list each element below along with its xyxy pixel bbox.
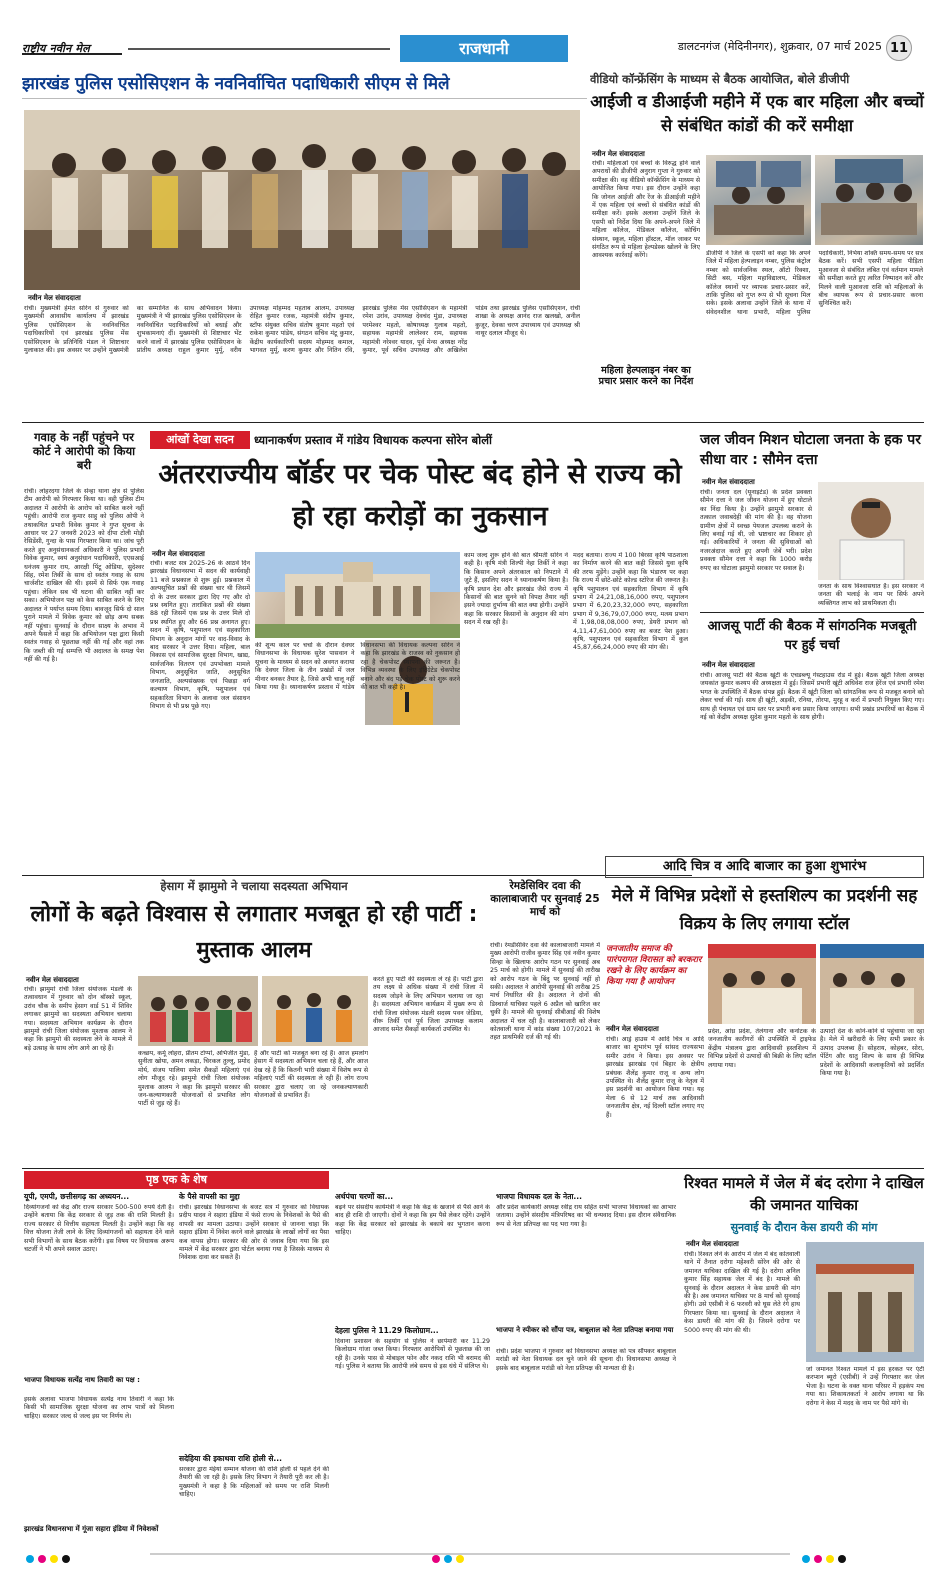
divider-3 (22, 1168, 924, 1169)
story9-photo-left (708, 944, 816, 1024)
story2-subbody: डीजीपी ने जिले के एसपी को कहा कि अपने जिले में महिला हेल्पलाइन नम्बर, पुलिस कंट्रोल नम्बर को सार्वजनिक स्थल, ऑटो रिक्शा, सिटी बस, महिला महाविद्यालय, मेडिकल कॉलेज स्थानों पर व्यापक प्रचार-प्रसार करें, ताकि पुलिस को गुप्त रूप से भी सूचना मिल सके। इसके अलावा उन्होंने जिले के थाना में संवेदनशील थाना प्रभारी, महिला पुलिस पदाधिकारी, निर्भया शक्ति समय-समय पर सत्र बैठक करें। सभी एसपी महिला पीड़िता मुआवजा से संबंधित लंबित एवं वर्तमान मामले की समीक्षा करते हुए त्वरित निष्पादन करें और मिलने वाली मुआवजा राशि को महिलाओं के बीच व्यापक रूप से प्रचार-प्रसार करना सुनिश्चित करें। (706, 250, 923, 316)
story7-byline: नवीन मेल संवाददाता (26, 976, 79, 984)
story7-photo-right (262, 976, 368, 1046)
story9-banner: आदि चित्र व आदि बाजार का हुआ शुभारंभ (605, 856, 924, 878)
story2-photo-right (815, 155, 923, 245)
header-rule-left (128, 48, 390, 50)
story1-byline: नवीन मेल संवाददाता (28, 294, 81, 302)
story2-photo-left (706, 155, 811, 245)
story10-caption: जो जमानत रिश्वत मामले में इस हरकत पर एंटी करप्शन ब्यूरो (एसीबी) ने उन्हें गिरफ्तार कर जेल भेजा है। घटना के वक्त थाना परिसर में हड़कंप मच गया था। शिकायतकर्ता ने आरोप लगाया था कि दरोगा ने केस में मदद के नाम पर पैसे मांगे थे। (806, 1366, 924, 1407)
story5-headline: जल जीवन मिशन घोटाला जनता के हक पर सीधा वार : सौमेन दत्ता (700, 432, 921, 468)
story7-body-1: रांची। झामुमो रांची जिला संयोजक मंडली के तत्वावधान में गुरुवार को दोन बॉस्को स्कूल, उरांव चौक के समीप हेसाग वार्ड 51 में शिविर लगाकर झामुमो का सदस्यता अभियान चलाया गया। सदस्यता अभियान कार्यक्रम के दौरान झामुमो रांची जिला संयोजक मुश्ताक आलम ने कहा कि झामुमो की सदस्यता लेने के मामले में बड़े उत्साह के साथ लोग आगे आ रहे हैं। (24, 986, 132, 1052)
cont-col1-body2: इसके अलावा भाजपा विधायक सत्येंद्र नाथ तिवारी ने कहा कि किसी भी सामाजिक सुरक्षा योजना का लाभ पात्रों को मिलना चाहिए। सरकार जल्द से जल्द इस पर निर्णय ले। (24, 1396, 174, 1420)
story10-body: रांची। रिश्वत लेने के आरोप में जेल में बंद कोतवाली थाने में तैनात दरोगा महेश्वरी सोरेन की ओर से जमानत याचिका दाखिल की गई है। दरोगा अनिल कुमार सिंह सहायक जेल में बंद है। मामले की सुनवाई के दौरान अदालत ने केस डायरी की मांग की है। अब जमानत याचिका पर 8 मार्च को सुनवाई होगी। उसे एसीबी ने 6 फरवरी को घूस लेते रंगे हाथ गिरफ्तार किया था। सुनवाई के दौरान अदालत ने केस डायरी की मांग की है। जिसने दरोगा पर 5000 रुपए की मांग की थी। (684, 1251, 800, 1334)
story10-byline: नवीन मेल संवाददाता (686, 1240, 739, 1248)
section-label: राजधानी (400, 35, 568, 62)
story6-headline: आजसू पार्टी की बैठक में सांगठनिक मजबूती पर हुई चर्चा (707, 619, 917, 653)
story10-photo (806, 1242, 924, 1362)
story7-body-2: कच्छप, कर्मू लोहरा, प्रीतम टोप्पो, अभिजीत मुंडा, सुनीता खोया, अमन लकड़ा, चिरकल तुल्लू, प्रमोद मोर्य, संजय पालिया समेत सैकड़ों महिलाएं एवं लोग मौजूद रहे। झामुमो रांची जिला संयोजक मुश्ताक आलम ने कहा कि झामुमो सरकार की जन-कल्याणकारी योजनाओं से प्रभावित लोग पार्टी से जुड़ रहे हैं। (138, 1050, 250, 1108)
story10-kicker: सुनवाई के दौरान केस डायरी की मांग (730, 1221, 878, 1234)
story7-headline: लोगों के बढ़ते विश्वास से लगातार मजबूत हो रही पार्टी : मुस्ताक आलम (30, 902, 478, 963)
masthead-text: राष्ट्रीय नवीन मेल (22, 42, 90, 55)
registration-marks-right (800, 1548, 920, 1560)
story2-byline: नवीन मेल संवाददाता (592, 150, 645, 158)
story3-body: रांची। लोहरदगा जिले के सेन्हा थाना क्षेत्र से पुलिस टीम आरोपी को गिरफ्तार किया था। वही पुलिस टीम अदालत में आरोपी के आरोप को साबित करने नहीं पहुंची। आरोपी राज कुमार साहु को पुलिस ओपी ने तथाकथित प्रभारी विवेक कुमार ने गुप्त सूचना के आधार पर 27 जनवरी 2023 को दीपा टोली मोड़ी रेसिडेंसी, गुन्दा के पास गिरफ्तार किया था। जांच पूरी करते हुए अनुसंधानकर्ता अधिकारी ने पुलिस प्रभारी विवेक कुमार, स्वयं अनुसंधान पदाधिकारी, एएसआई धनंजय कुमार राय, आरक्षी पिंटू ओडिया, सुदेश्वर सिंह, रमेश तिर्की के साथ दो स्वतंत्र गवाह के साथ चार्जशीट दाखिल की थी। इसमें से सिर्फ एक गवाह पहुंचा। लेकिन सब भी घटना की साबित नहीं कर सका। अभियोजन पक्ष को केस साबित करने के लिए अदालत ने पर्याप्त समय दिया। बावजूद सिर्फ दो साल पुराने मामले में विवेक कुमार को छोड़ अन्य सबक नहीं पहुंचा। सुनवाई के दौरान साक्ष्य के अभाव में अपने फैसले में कहा कि अभियोजन पक्ष द्वारा किसी स्वतंत्र गवाह से पूछताछ नहीं की गई और वहां तक कि जब्ती की गई सम्पत्ति भी अदालत के समक्ष पेश नहीं की गई है। (24, 488, 144, 664)
story7-kicker: हेसाग में झामुमो ने चलाया सदस्यता अभियान (160, 879, 348, 893)
cont-col2-head2: सदेहिया की इकाथवा राशि होली से... (179, 1454, 282, 1463)
cont-col3-head2: देहला पुलिस ने 11.29 किलोग्राम... (335, 1326, 439, 1335)
story8-body: रांची। रेमडेसिविर दवा की कालाबाजारी मामले में मुख्य आरोपी राजीव कुमार सिंह एवं नवीन कुमार सिन्हा के खिलाफ आरोप गठन पर सुनवाई अब 25 मार्च को होगी। मामले में सुनवाई की तारीख को आरोप गठन के बिंदु पर सुनवाई नहीं हो सकी। अदालत ने आरोपी सुनवाई की तारीख 25 मार्च निर्धारित की है। अदालत ने दोनों की डिस्चार्ज याचिका पहले 6 अप्रैल को खारिज कर चुकी है। मामले की सुनवाई सीबीआई की विशेष अदालत में चल रही है। कालाबाजारी को लेकर कोतवाली थाना में कांड संख्या 107/2021 के तहत प्राथमिकी दर्ज की गई थी। (490, 942, 600, 1042)
story2-headline: आईजी व डीआईजी महीने में एक बार महिला और बच्चों से संबंधित कांडों की करें समीक्षा (590, 92, 924, 135)
cont-col1-head3: झारखंड विधानसभा में गूंजा सहारा इंडिया में निवेशकों (24, 1525, 159, 1533)
story6-body: रांची। आजसू पार्टी की बैठक खूंटी के एचडब्ल्यू गेस्टहाउस रोड में हुई। बैठक खूंटी जिला अध्यक्ष जयकांत कुमार कश्यप की अध्यक्षता में हुई। जिसमें प्रभारी खूंटी अधिवेश राज हेरेंज एवं प्रभारी रमेश भगत के उपस्थिति में बैठक संपन्न हुई। बैठक में खूंटी जिला को सांगठनिक रूप से मजबूत बनाने को लेकर चर्चा की गई। साथ ही खूंटी, अड़की, रनिया, तोरपा, मुरहू व कर्रा में प्रभारी नियुक्त किए गए। साथ ही पंचायत एवं ग्राम स्तर पर प्रभारी बना प्रसार किया जाएगा। सभी प्रखंड प्रभारियों का बैठक में नई को केंद्रीय अध्यक्ष सुदेश कुमार महतो के साथ होगी। (700, 672, 924, 722)
story7-body-3: है और पार्टी को मजबूत बना रहे हैं। आज हमलोग हेसाग में सदस्यता अभियान चला रहे हैं, और आज देख रहे हैं कि कितनी भारी संख्या में विशेष रूप से महिलाएं पार्टी की सदस्यता ले रही हैं। लोग राज्य सरकार द्वारा चलाए जा रहे जनकल्याणकारी योजनाओं से प्रभावित हैं। (254, 1050, 368, 1100)
cont-col3-body2: दिवाना प्रशासन के सहयोग से पुलिस ने छापेमारी कर 11.29 किलोग्राम गांजा जब्त किया। गिरफ्तार आरोपियों से पूछताछ की जा रही है। उनके पास से मोबाइल फोन और नकद राशि भी बरामद की गई। पुलिस ने बताया कि आरोपी लंबे समय से इस धंधे में संलिप्त थे। (335, 1338, 490, 1371)
cont-col2-head: के पैसे वापसी का मुद्दा (179, 1192, 240, 1201)
story5-body: रांची। जनता दल (यूनाइटेड) के प्रदेश प्रवक्ता सौमेन दत्ता ने जल जीवन योजना में हुए घोटाले का निंदा किया है। उन्होंने झामुमो सरकार से तत्काल जवाबदेही की मांग की है। वह योजना ग्रामीण क्षेत्रों में स्वच्छ पेयजल उपलब्ध कराने के लिए बनाई गई थी, जो भ्रष्टाचार का शिकार हो गई। अधिकारियों ने जनता की सुविधाओं को नजरअंदाज करते हुए अपनी जेबें भरी। प्रदेश प्रवक्ता सौमेन दत्ता ने कहा कि 1000 करोड़ रुपए का घोटाला झामुमो सरकार पर सवाल है। (700, 489, 812, 572)
story2-subhead: महिला हेल्पलाइन नंबर का प्रचार प्रसार करने का निर्देश (598, 365, 694, 387)
story6-byline: नवीन मेल संवाददाता (702, 661, 755, 669)
story4-body-2: की शून्य काल पर चर्चा के दौरान देवघर विधानसभा के विधायक सुरेश पासवान ने सूचना के माध्यम से सदन को अवगत कराया कि देवघर जिला के तीन प्रखंडों में जल मीनार बनकर तैयार है, जिसे अभी चालू नहीं किया गया है। ध्यानाकर्षण प्रस्ताव में गांडेय विधानसभा की विधायक कल्पना सोरेन ने कहा कि झारखंड के राजस्व को नुकसान हो रहा है चेकपोस्ट स्थापना की जरूरत है। विभिन्न व्यवस्था के लिए इंटिग्रेटेड चेकपोस्ट बनाने और बंद पड़े चेक पोस्ट को शुरू करने की बात भी कही है। (255, 642, 460, 692)
story7-photo-left (138, 976, 258, 1046)
divider-1 (22, 422, 924, 423)
cont-col1-head2: भाजपा विधायक सत्येंद्र नाथ तिवारी का पक्ष : (24, 1376, 140, 1384)
story9-body-3: उत्पादों देश के कोने-कोने से पहुंचाया जा रहा है। मेले में खरीदारी के लिए सभी प्रकार के उत्पाद उपलब्ध हैं। सोहराय, कोहबर, सोरा, पेंटिंग और धातु शिल्प के साथ ही विभिन्न प्रदेशों के आदिवासी कलाकृतियों को प्रदर्शित किया गया है। (820, 1028, 924, 1078)
cont-col4-body: और प्रदेश कार्यकारी अध्यक्ष रवींद्र राय सहित सभी भाजपा विधायकों का आभार जताया। उन्होंने संसदीय मंत्रिपरिषद का भी धन्यवाद दिया। इस दौरान संवैधानिक रूप से नेता प्रतिपक्ष का पद भरा गया है। (496, 1204, 676, 1228)
story5-caption: जनता के साथ विश्वासघात है। इस सरकार ने जनता की भलाई के नाम पर सिर्फ अपने व्यक्तिगत लाभ को प्राथमिकता दी। (818, 583, 924, 607)
story2-kicker: वीडियो कॉन्फ्रेंसिंग के माध्यम से बैठक आयोजित, बोले डीजीपी (590, 72, 850, 86)
continued-banner: पृष्ठ एक के शेष (24, 1171, 329, 1189)
cont-col4-head: भाजपा विधायक दल के नेता... (496, 1192, 582, 1201)
story9-headline: मेले में विभिन्न प्रदेशों से हस्तशिल्प का प्रदर्शनी सह विक्रय के लिए लगाया स्टॉल (611, 886, 918, 934)
story4-body-4: मदद बताया। राज्य में 100 बिरसा कृषि पाठशाला का निर्माण करने की बात कही जिससे युवा कृषि की तरफ मुड़ेंगे। उन्होंने कहा कि भंडारण पर कहा कि राज्य में छोटे-छोटे कोल्ड स्टोरेज की जरूरत है। कृषि पशुपालन एवं सहकारिता विभाग में कृषि प्रभाग में 24,21,08,16,000 रुपए, पशुपालन प्रभाग में 6,20,23,32,000 रुपए, सहकारिता प्रभाग में 9,36,79,07,000 रुपए, मत्स्य प्रभाग में 1,98,08,08,000 रुपए, डेयरी प्रभाग को 4,11,47,61,000 रुपए का बजट पेश हुआ। कृषि, पशुपालन एवं सहकारिता विभाग में कुल 45,87,66,24,000 रुपए की मांग की। (573, 552, 688, 652)
story3-headline: गवाह के नहीं पहुंचने पर कोर्ट ने आरोपी को किया बरी (32, 430, 136, 472)
story9-body-2: प्रदेश, आंध्र प्रदेश, तेलंगाना और कर्नाटक के जनजातीय कारीगरों की उपस्थिति में ट्राइफेड केंद्रीय मंत्रालय द्वारा आदिवासी हस्तशिल्प में विभिन्न प्रदेशों से उत्पादों की बिक्री के लिए स्टॉल लगाया गया। (708, 1028, 816, 1069)
story4-headline: अंतरराज्यीय बॉर्डर पर चेक पोस्ट बंद होने से राज्य को हो रहा करोड़ों का नुकसान (158, 459, 682, 532)
story4-photo-assembly (255, 552, 460, 638)
group-photo-illustration (24, 110, 580, 290)
story9-pullquote: जनजातीय समाज की पारंपरागत विरासत को बरकरार रखने के लिए कार्यक्रम का किया गया है आयोजन (606, 944, 702, 987)
story7-body-4: करते हुए पार्टी की सदस्यता ले रहे हैं। पार्टी द्वारा तय लक्ष्य से अधिक संख्या में रांची जिला में सदस्य जोड़ने के लिए अभियान चलाया जा रहा है। सदस्यता अभियान कार्यक्रम में मुख्य रूप से रांची जिला संयोजक मंडली सदस्य पवन जेडिया, वीरू तिर्की एवं पूर्व जिला उपाध्यक्ष कलाम आजाद समेत सैकड़ों कार्यकर्ता उपस्थित थे। (373, 976, 483, 1034)
story4-kicker: ध्यानाकर्षण प्रस्ताव में गांडेय विधायक कल्पना सोरेन बोलीं (254, 433, 492, 447)
story2-body: रांची। महिलाओं एवं बच्चों के विरुद्ध होने वाले अपराधों की डीजीपी अनुराग गुप्ता ने गुरुवार को समीक्षा की। वह वीडियो कॉन्फ्रेंसिंग के माध्यम से आयोजित किया गया। इस दौरान उन्होंने कहा कि जोनल आईजी और रेंज के डीआईजी महीने में एक महिला एवं बच्चों से संबंधित कांडों की समीक्षा करें। इसके अलावा उन्होंने जिले के एसपी को निर्देश दिया कि अपने-अपने जिले में महिला कॉलेज, मेडिकल कॉलेज, कोचिंग संस्थान, स्कूल, महिला हॉस्टल, मॉल जाकर पर संगठित रूप से महिला हेल्पडेस्क खोलने के लिए आवश्यक कार्रवाई करेंगे। (592, 160, 700, 260)
dateline: डालटनगंज (मेदिनीनगर), शुक्रवार, 07 मार्च 2025 (677, 40, 882, 53)
page-number: 11 (886, 35, 912, 61)
story9-photo-right (820, 944, 924, 1024)
registration-marks-left (24, 1548, 144, 1560)
registration-bar (150, 1553, 790, 1555)
page-header (20, 33, 925, 63)
cont-col4-head2: भाजपा ने स्पीकर को सौंपा पत्र, बाबूलाल को नेता प्रतिपक्ष बनाया गया (496, 1326, 674, 1334)
story8-headline: रेमडेसिविर दवा की कालाबाजारी पर सुनवाई 25 मार्च को (490, 880, 600, 918)
cont-col2-body2: सरकार द्वारा मंईयां सम्मान योजना की राशि होली से पहले देने की तैयारी की जा रही है। इसके लिए विभाग ने तैयारी पूरी कर ली है। मुख्यमंत्री ने कहा है कि महिलाओं को समय पर राशि मिलनी चाहिए। (179, 1466, 329, 1499)
story1-body: रांची। मुख्यमंत्री हेमंत सोरेन से गुरुवार को मुख्यमंत्री आवासीय कार्यालय में झारखंड पुलिस एसोसिएशन के नवनिर्वाचित पदाधिकारियों एवं झारखंड पुलिस मेंस एसोसिएशन के प्रतिनिधि मंडल ने शिष्टाचार मुलाकात की। इस अवसर पर उन्होंने मुख्यमंत्री का सम्मानित के साथ अभिवादन किया। मुख्यमंत्री ने भी झारखंड पुलिस एसोसिएशन के नवनिर्वाचित पदाधिकारियों को बधाई और शुभकामनाएं दीं। मुख्यमंत्री से शिष्टाचार भेंट करने वालों में झारखंड पुलिस एसोसिएशन के प्रांतीय अध्यक्ष राहुल कुमार मुर्मू, वरीय उपाध्यक्ष मोहम्मद महताब आलम, उपाध्यक्ष रोहित कुमार रजक, महामंत्री संदीप कुमार, स्टॉफ संयुक्त सचिव संतोष कुमार महतो एवं राकेश कुमार पांडेय, संगठन सचिव मंटू कुमार, केंद्रीय कार्यकारिणी सदस्य मोहम्मद कमाल, भागवत मुर्मू, करण कुमार और नितिन रवि, झारखंड पुलिस मेंस एसोसिएशन के महामंत्री रमेश उरांव, उपाध्यक्ष देवचंद मुंडा, उपाध्यक्ष परमेश्वर महतो, कोषाध्यक्ष गुलाब महतो, सहायक महामंत्री लालेश्वर राम, सहायक महामंत्री नरेश्वर यादव, पूर्व मेन्स अध्यक्ष नरेंद्र कुमार, पूर्व सचिव उपाध्यक्ष और अखिलेश पांडेय तथा झारखंड पुलिस एसोसिएशन, रांची शाखा के अध्यक्ष आनंद राज खलखो, अनील कुजूर, देवका चरण उपाध्याय एवं उपाध्यक्ष श्री नाथूर दलाल मौजूद थे। (24, 305, 580, 355)
story1-headline: झारखंड पुलिस एसोसिएशन के नवनिर्वाचित पदाधिकारी सीएम से मिले (22, 71, 587, 99)
story4-byline: नवीन मेल संवाददाता (152, 550, 205, 558)
divider-story5 (700, 612, 924, 613)
cont-col1-head: यूपी, एमपी, छत्तीसगढ़ का अध्ययन... (24, 1192, 130, 1201)
cont-col1-body: दिव्यांगजनों को केंद्र और राज्य सरकार 500-500 रुपये देती है। उन्होंने बताया कि केंद्र सरकार से जुड़ तक की राशि मिलती है। राज्य सरकार से वित्तीय सहायता मिलती है। उन्होंने कहा कि वह वित्त योजना तेजी लाने के लिए दिव्यांगजनों को सहायता देने वाले सभी विभागों के साथ बैठक करेंगी। इस विषय पर विधायक अरूप चटर्जी ने भी अपने सवाल उठाए। (24, 1204, 174, 1254)
story4-body-3: काम जल्द शुरू होने की बात श्रीमती सोरेन ने कही है। कृषि मंत्री शिल्पी नेहा तिर्की ने कहा कि किसान अपने अंतरकाल को निपटाने में जुटे हैं, इसलिए सदन ने ध्यानाकर्षण किया है। कृषि प्रधान देश और झारखंड जैसे राज्य में किसानों की बात सुनने को विपक्ष तैयार नहीं इसने ज्यादा दुर्भाग्य की बात क्या होगी। उन्होंने कहा कि सरकार किसानों के अनुदान की मांग सदन में रख रही है। (464, 552, 568, 627)
story10-headline: रिश्वत मामले में जेल में बंद दरोगा ने दाखिल की जमानत याचिका (684, 1174, 924, 1214)
story1-photo (24, 110, 580, 290)
cont-col2-body: रांची। झारखंड विधानसभा के बजट सत्र में गुरुवार को विधायक प्रदीप यादव ने सहारा इंडिया में फंसे राज्य के निवेशकों के पैसे की वापसी का मामला उठाया। उन्होंने सरकार से जानना चाहा कि सहारा इंडिया में निवेश करने वाले झारखंड के लाखों लोगों का पैसा कब वापस होगा। सरकार की ओर से जवाब दिया गया कि इस मामले में केंद्र सरकार द्वारा पोर्टल बनाया गया है जिसके माध्यम से निवेशक दावा कर सकते हैं। (179, 1204, 329, 1262)
cont-col3-head: अर्थपंचा चरणों का... (335, 1192, 394, 1201)
story4-tag: आंखों देखा सदन (150, 431, 250, 449)
cont-col3-body: बढ़ने पर संसदीय कार्यमंत्री ने कहा कि केंद्र के खजाने से पैसे आने के बाद ही राशि दी जाएगी। दोनों ने कहा कि हम पैसे लेकर रहेंगे। उन्होंने कहा कि केंद्र सरकार को झारखंड के बकाये का भुगतान करना चाहिए। (335, 1204, 490, 1237)
masthead-logo (22, 37, 122, 55)
story9-body-1: रांची। आड्रे हाउस में आदि चित्र व आदि बाजार का शुभारंभ पूर्व सांसद राज्यसभा समीर उरांव ने किया। इस अवसर पर झारखंड झारखंड एवं बिहार के क्षेत्रीय प्रबंधक शैलेंद्र कुमार राजू व अन्य लोग उपस्थित थे। शैलेंद्र कुमार राजू के नेतृत्व में इस प्रदर्शनी का आयोजन किया गया। यह मेला 6 से 12 मार्च तक आदिवासी जनजातीय क्षेत्र, नई दिल्ली स्टॉल लगाए गए हैं। (606, 1036, 704, 1119)
story5-byline: नवीन मेल संवाददाता (702, 478, 755, 486)
divider-2 (22, 875, 692, 876)
story5-portrait (818, 482, 924, 580)
story9-byline: नवीन मेल संवाददाता (606, 1025, 659, 1033)
story4-body-1: रांची। बजट सत्र 2025-26 के आठवें दिन झारखंड विधानसभा में सदन की कार्यवाही 11 बजे प्रश्नकाल से शुरू हुई। प्रश्नकाल में अल्पसूचित प्रश्नों की संख्या चार थी जिसमें दो के उत्तर सरकार द्वारा दिए गए और दो प्रश्न स्थगित हुए। तारांकित प्रश्नों की संख्या 88 रही जिसमें एक प्रश्न के उत्तर मिले दो प्रश्न स्थगित हुए और 66 प्रश्न अनागत हुए। सदन में कृषि, पशुपालन एवं सहकारिता विभाग के अनुदान मांगों पर वाद-विवाद के बाद सरकार ने उत्तर दिया। महिला, बाल विकास एवं सामाजिक सुरक्षा विभाग, खाद्य, सार्वजनिक वितरण एवं उपभोक्ता मामले विभाग, अनुसूचित जाति, अनुसूचित जनजाति, अल्पसंख्यक एवं पिछड़ा वर्ग कल्याण विभाग, कृषि, पशुपालन एवं सहकारिता विभाग के अलावा जल संसाधन विभाग से भी प्रश्न पूछे गए। (150, 560, 250, 710)
cont-col4-body2: रांची। प्रदेश भाजपा ने गुरुवार को विधानसभा अध्यक्ष को पत्र सौंपकर बाबूलाल मरांडी को नेता विधायक दल चुने जाने की सूचना दी। विधानसभा अध्यक्ष ने इसके बाद बाबूलाल मरांडी को नेता प्रतिपक्ष की मान्यता दी है। (496, 1348, 676, 1372)
